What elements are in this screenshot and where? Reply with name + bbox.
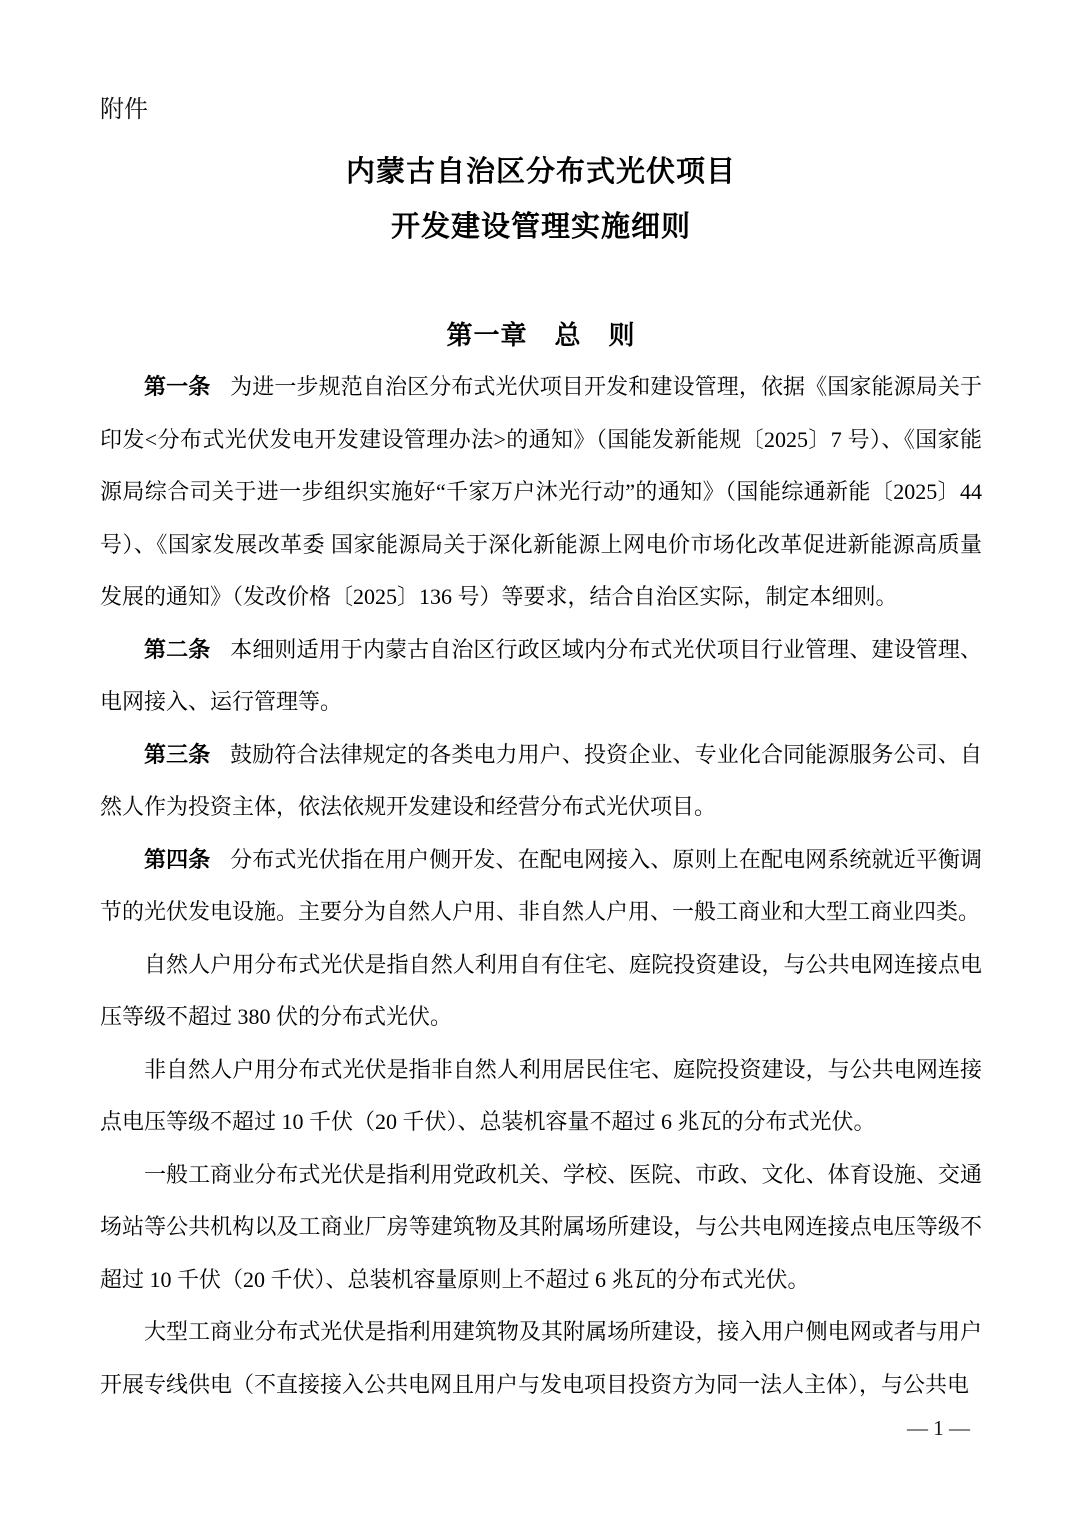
paragraph-text: 鼓励符合法律规定的各类电力用户、投资企业、专业化合同能源服务公司、自然人作为投资主体，依法依规开发建设和经营分布式光伏项目。: [100, 741, 982, 819]
paragraph-article-3: [100, 729, 982, 834]
paragraph-text: 大型工商业分布式光伏是指利用建筑物及其附属场所建设，接入用户侧电网或者与用户开展专线供电（不直接接入公共电网且用户与发电项目投资方为同一法人主体），与公共电: [100, 1319, 982, 1397]
paragraph-large-commercial-definition: [100, 1306, 982, 1411]
paragraph-text: 分布式光伏指在用户侧开发、在配电网接入、原则上在配电网系统就近平衡调节的光伏发电设施。主要分为自然人户用、非自然人户用、一般工商业和大型工商业四类。: [100, 846, 982, 924]
article-number: 第二条: [144, 636, 211, 662]
article-number: 第一条: [144, 374, 211, 399]
paragraph-article-2: [100, 624, 982, 729]
paragraph-text: 非自然人户用分布式光伏是指非自然人利用居民住宅、庭院投资建设，与公共电网连接点电压等级不超过 10 千伏（20 千伏）、总装机容量不超过 6 兆瓦的分布式光伏。: [100, 1056, 982, 1134]
paragraph-text: 自然人户用分布式光伏是指自然人利用自有住宅、庭院投资建设，与公共电网连接点电压等级不超过 380 伏的分布式光伏。: [100, 951, 982, 1029]
paragraph-text: 为进一步规范自治区分布式光伏项目开发和建设管理，依据《国家能源局关于印发<分布式光伏发电开发建设管理办法>的通知》（国能发新能规〔2025〕7 号）、《国家能源局综合司关于进一步组织实施好“千家万户沐光行动”的通知》（国能综通新能〔2025〕44 号）、《国家发展改革委 国家能源局关于深化新能源上网电价市场化改革促进新能源高质量发展的通知》（发改价格〔2025〕136 号）等要求，结合自治区实际，制定本细则。: [100, 374, 982, 609]
paragraph-natural-person-definition: [100, 939, 982, 1044]
document-body: [100, 361, 982, 1411]
paragraph-text: 本细则适用于内蒙古自治区行政区域内分布式光伏项目行业管理、建设管理、电网接入、运行管理等。: [100, 636, 982, 714]
article-number: 第三条: [144, 741, 211, 767]
paragraph-text: 一般工商业分布式光伏是指利用党政机关、学校、医院、市政、文化、体育设施、交通场站等公共机构以及工商业厂房等建筑物及其附属场所建设，与公共电网连接点电压等级不超过 10 千伏（20 千伏）、总装机容量原则上不超过 6 兆瓦的分布式光伏。: [100, 1161, 982, 1292]
document-title-line2: 开发建设管理实施细则: [390, 211, 691, 243]
page-number: — 1 —: [907, 1416, 970, 1440]
document-title-line1: 内蒙古自治区分布式光伏项目: [345, 156, 736, 188]
paragraph-article-4: [100, 834, 982, 939]
paragraph-article-1: [100, 361, 982, 624]
attachment-label: 附件: [100, 96, 148, 123]
article-number: 第四条: [144, 846, 211, 872]
chapter-heading: 第一章 总 则: [446, 320, 636, 350]
paragraph-general-commercial-definition: [100, 1149, 982, 1307]
paragraph-non-natural-person-definition: [100, 1044, 982, 1149]
